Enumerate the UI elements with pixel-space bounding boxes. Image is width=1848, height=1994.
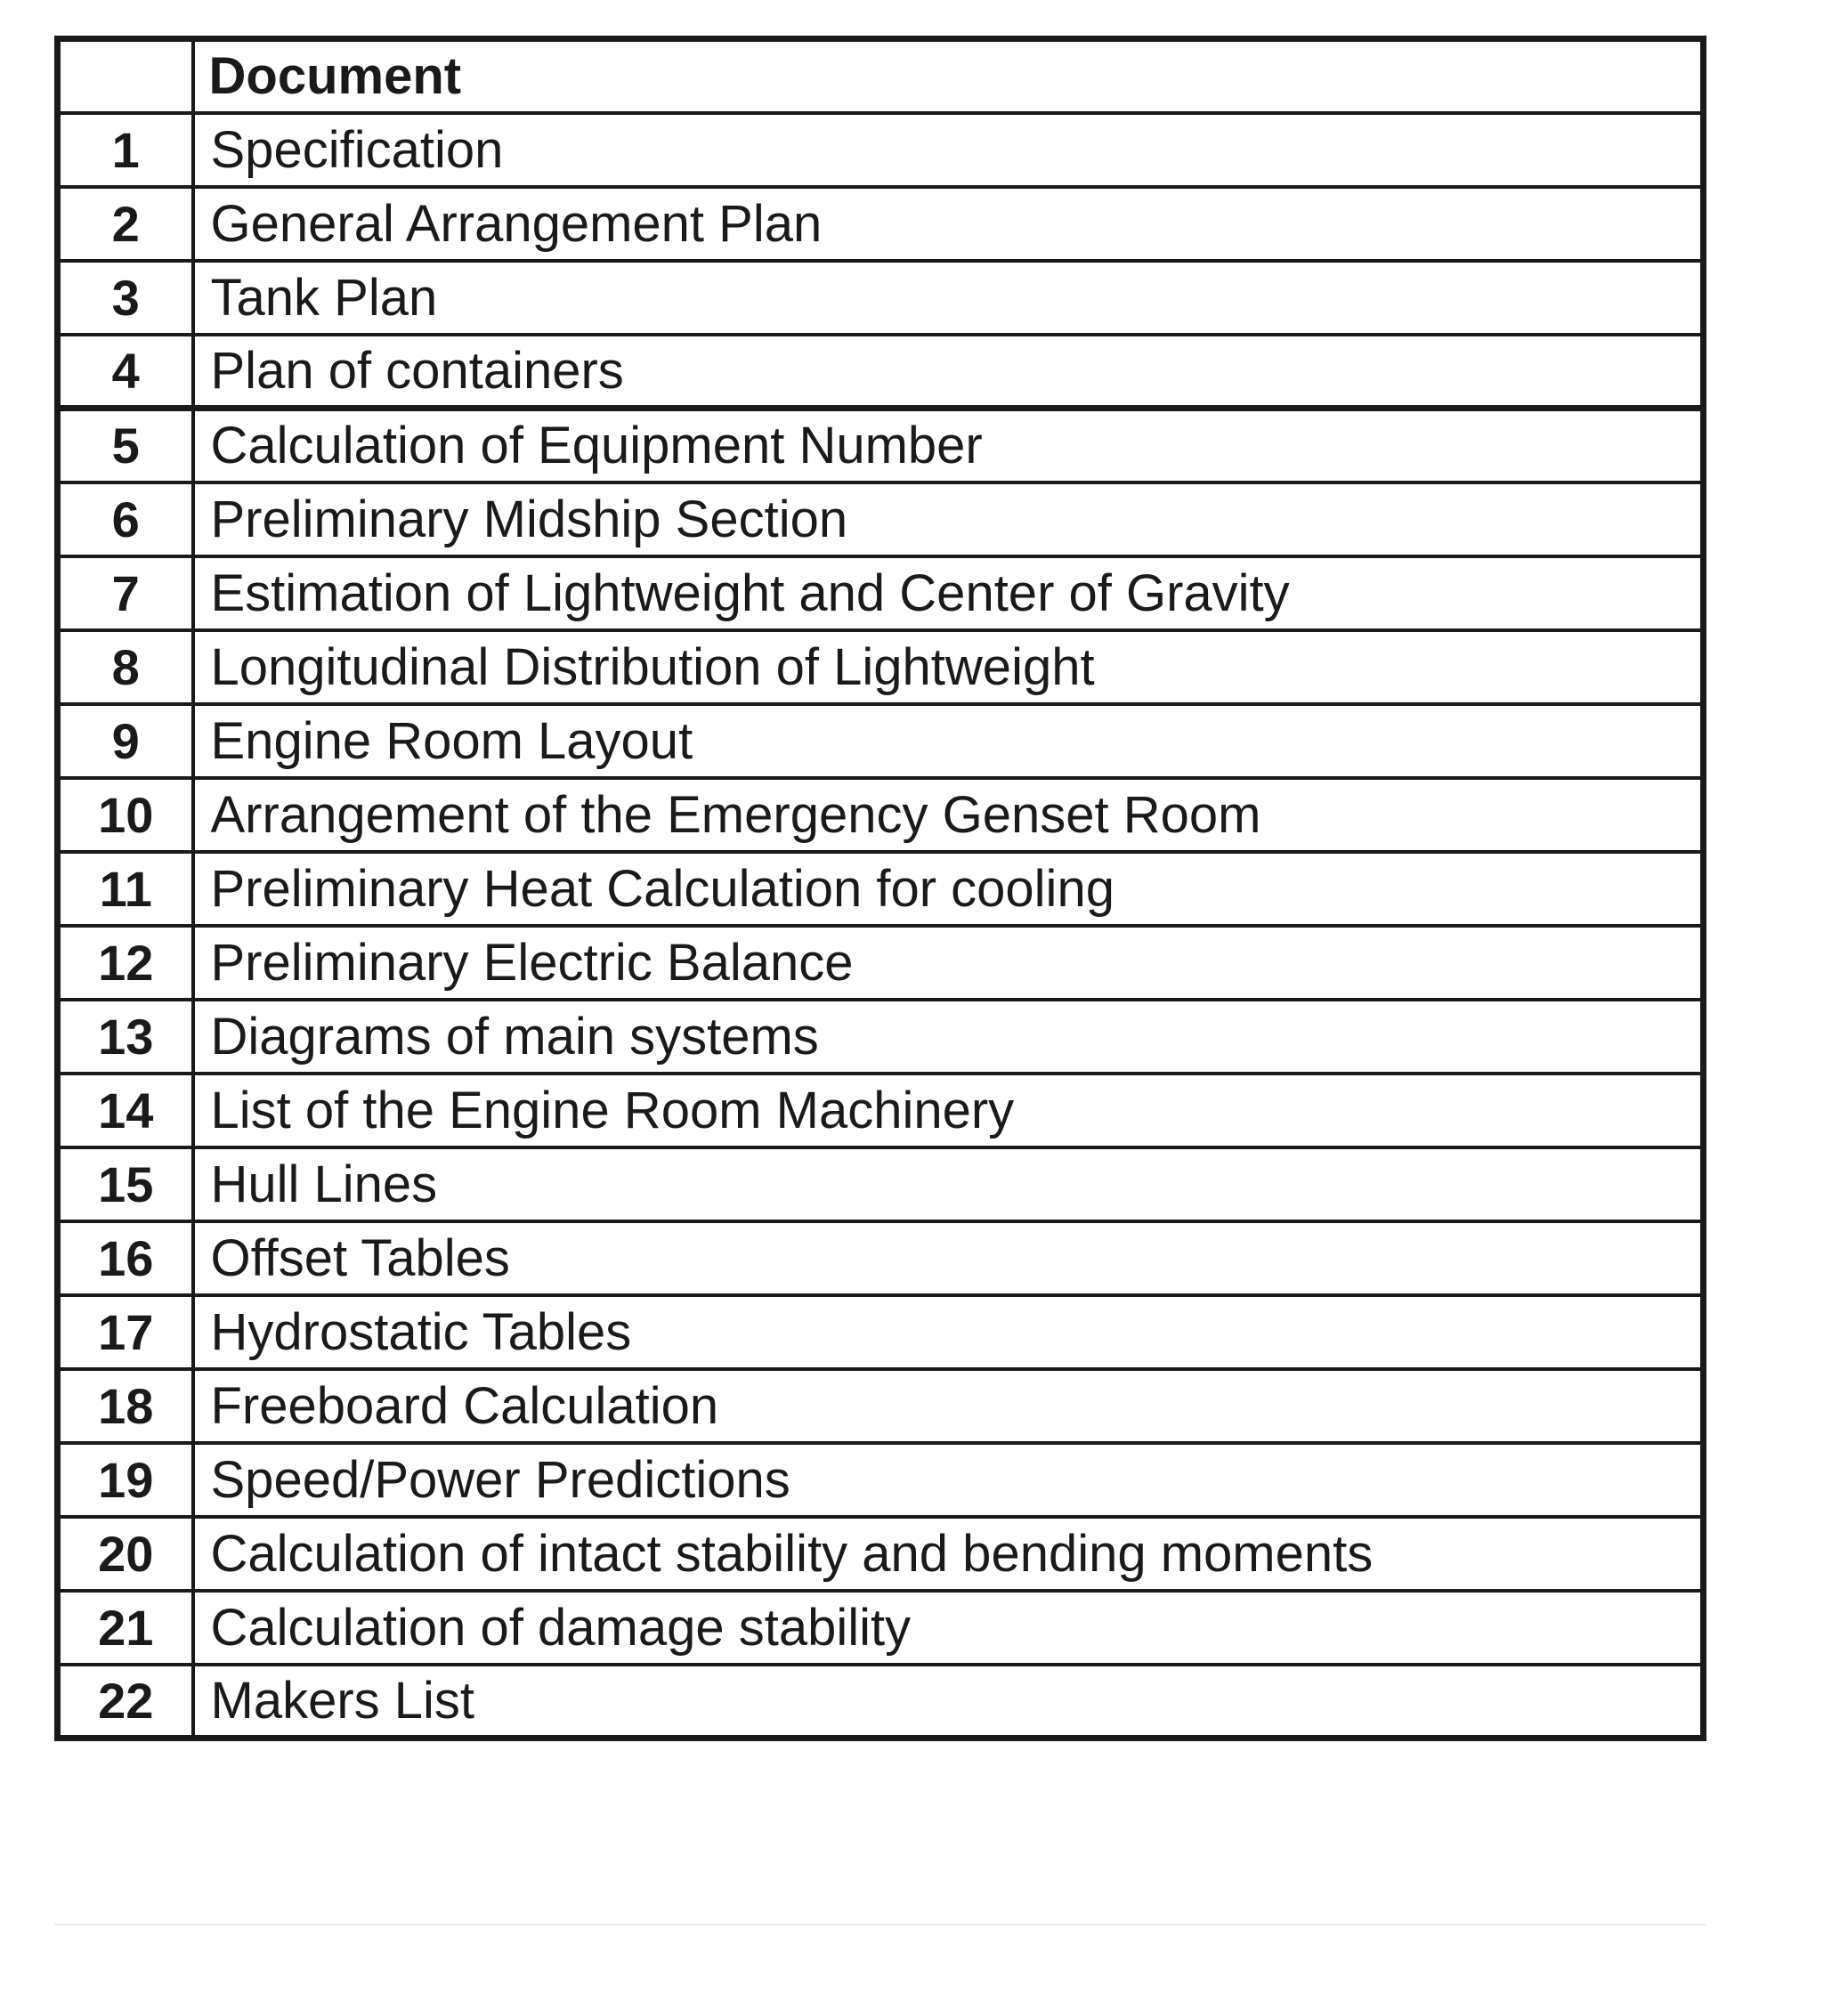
table-row: [58, 1517, 1704, 1591]
row-document: Engine Room Layout: [193, 704, 1704, 778]
row-number: 15: [58, 1147, 193, 1221]
table-row: [58, 852, 1704, 926]
table-body: [58, 113, 1704, 1739]
row-document: List of the Engine Room Machinery: [193, 1074, 1704, 1147]
table-row: [58, 1591, 1704, 1665]
table-row: [58, 1443, 1704, 1517]
row-document: Tank Plan: [193, 261, 1704, 335]
row-number: 9: [58, 704, 193, 778]
table-row: [58, 335, 1704, 409]
row-number: 8: [58, 630, 193, 704]
row-document: Diagrams of main systems: [193, 1000, 1704, 1074]
row-document: Longitudinal Distribution of Lightweight: [193, 630, 1704, 704]
table-row: [58, 113, 1704, 187]
table-row: [58, 1000, 1704, 1074]
table-row: [58, 1147, 1704, 1221]
row-number: 10: [58, 778, 193, 852]
table-row: [58, 556, 1704, 630]
row-document: Estimation of Lightweight and Center of Gravity: [193, 556, 1704, 630]
row-number: 14: [58, 1074, 193, 1147]
row-number: 12: [58, 926, 193, 1000]
row-number: 17: [58, 1295, 193, 1369]
row-document: Calculation of damage stability: [193, 1591, 1704, 1665]
document-column-header: Document: [193, 39, 1704, 113]
row-number: 20: [58, 1517, 193, 1591]
table-row: [58, 778, 1704, 852]
table-header-row: [58, 39, 1704, 113]
row-number: 5: [58, 409, 193, 482]
document-list-table: [54, 36, 1706, 1741]
row-number: 16: [58, 1221, 193, 1295]
table-row: [58, 1369, 1704, 1443]
row-number: 22: [58, 1665, 193, 1739]
row-number: 4: [58, 335, 193, 409]
row-document: Specification: [193, 113, 1704, 187]
number-column-header: [58, 39, 193, 113]
row-document: Preliminary Heat Calculation for cooling: [193, 852, 1704, 926]
row-document: Hull Lines: [193, 1147, 1704, 1221]
row-number: 6: [58, 482, 193, 556]
row-document: Speed/Power Predictions: [193, 1443, 1704, 1517]
row-number: 19: [58, 1443, 193, 1517]
table-row: [58, 630, 1704, 704]
row-number: 18: [58, 1369, 193, 1443]
row-document: Preliminary Midship Section: [193, 482, 1704, 556]
table-row: [58, 1665, 1704, 1739]
table-row: [58, 704, 1704, 778]
row-document: Arrangement of the Emergency Genset Room: [193, 778, 1704, 852]
row-document: Calculation of intact stability and bending moments: [193, 1517, 1704, 1591]
table-row: [58, 926, 1704, 1000]
row-document: Preliminary Electric Balance: [193, 926, 1704, 1000]
row-number: 21: [58, 1591, 193, 1665]
row-document: Calculation of Equipment Number: [193, 409, 1704, 482]
row-number: 2: [58, 187, 193, 261]
row-number: 7: [58, 556, 193, 630]
row-number: 11: [58, 852, 193, 926]
row-document: Plan of containers: [193, 335, 1704, 409]
row-document: General Arrangement Plan: [193, 187, 1704, 261]
row-number: 3: [58, 261, 193, 335]
row-document: Hydrostatic Tables: [193, 1295, 1704, 1369]
table-row: [58, 187, 1704, 261]
row-number: 13: [58, 1000, 193, 1074]
table-row: [58, 1295, 1704, 1369]
table-row: [58, 409, 1704, 482]
row-number: 1: [58, 113, 193, 187]
bottom-divider: [54, 1924, 1706, 1925]
row-document: Freeboard Calculation: [193, 1369, 1704, 1443]
table-row: [58, 1221, 1704, 1295]
row-document: Makers List: [193, 1665, 1704, 1739]
table-row: [58, 261, 1704, 335]
table-row: [58, 1074, 1704, 1147]
table-row: [58, 482, 1704, 556]
row-document: Offset Tables: [193, 1221, 1704, 1295]
